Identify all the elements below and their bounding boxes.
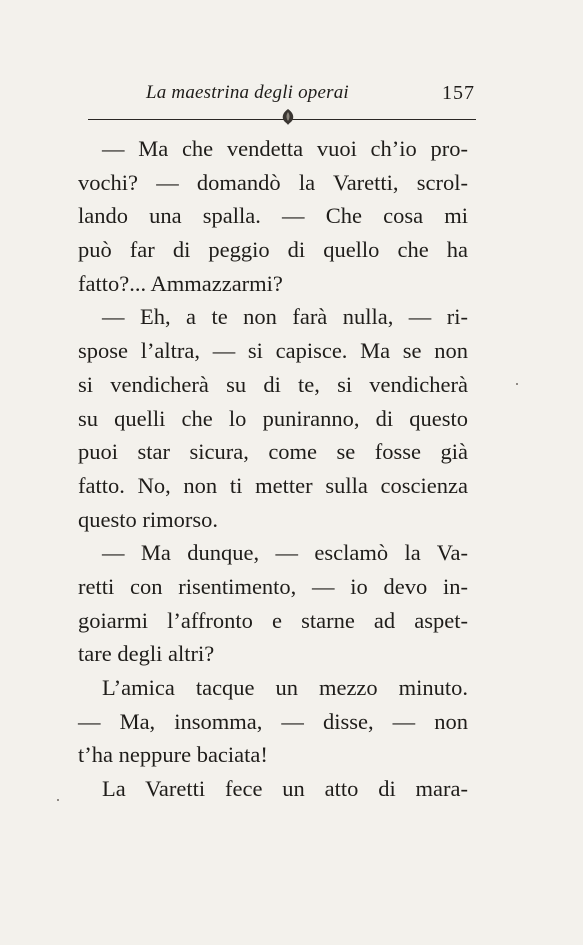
text-line: puoi star sicura, come se fosse già <box>78 439 468 465</box>
running-title: La maestrina degli operai <box>146 82 349 103</box>
text-line: spose l’altra, — si capisce. Ma se non <box>78 338 468 364</box>
page-header <box>88 82 473 110</box>
page-speck <box>516 383 518 385</box>
text-line: retti con risentimento, — io devo in- <box>78 573 468 599</box>
text-line: — Ma che vendetta vuoi ch’io pro- <box>102 136 468 161</box>
text-line: — Eh, a te non farà nulla, — ri- <box>102 304 468 330</box>
fleuron-icon <box>277 107 299 127</box>
text-line: goiarmi l’affronto e starne ad aspet- <box>78 607 468 633</box>
text-line: si vendicherà su di te, si vendicherà <box>78 371 468 397</box>
body-text <box>78 132 468 806</box>
text-line: lando una spalla. — Che cosa mi <box>78 203 468 229</box>
text-line: tare degli altri? <box>78 641 215 667</box>
text-line: L’amica tacque un mezzo minuto. <box>102 675 468 700</box>
text-line: La Varetti fece un atto di mara- <box>102 776 468 802</box>
text-line: fatto. No, non ti metter sulla coscienza <box>78 472 468 498</box>
page-number: 157 <box>442 82 475 104</box>
text-line: su quelli che lo puniranno, di questo <box>78 405 468 431</box>
text-line: fatto?... Ammazzarmi? <box>78 270 283 296</box>
text-line: può far di peggio di quello che ha <box>78 237 468 263</box>
text-line: — Ma, insomma, — disse, — non <box>78 708 468 734</box>
text-line: t’ha neppure baciata! <box>78 742 268 768</box>
page-speck <box>57 799 59 801</box>
text-line: questo rimorso. <box>78 506 218 532</box>
text-line: — Ma dunque, — esclamò la Va- <box>102 540 468 566</box>
text-line: vochi? — domandò la Varetti, scrol- <box>78 169 468 195</box>
